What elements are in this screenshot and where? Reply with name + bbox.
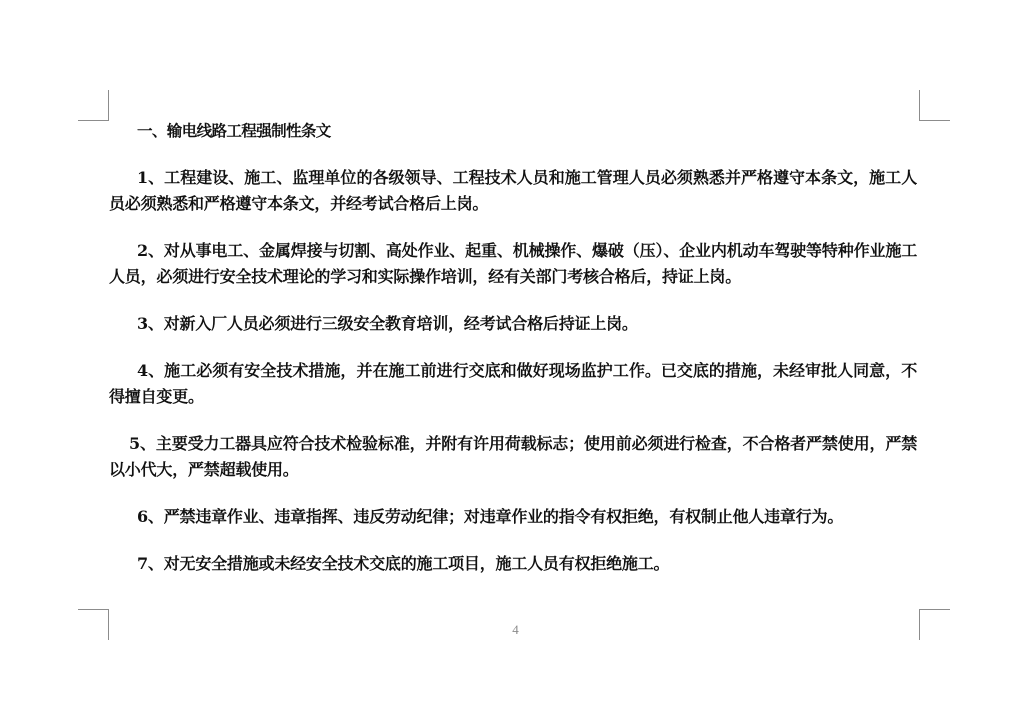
paragraph-3: 3、对新入厂人员必须进行三级安全教育培训，经考试合格后持证上岗。: [137, 314, 638, 333]
paragraph-4: 4、施工必须有安全技术措施，并在施工前进行交底和做好现场监护工作。已交底的措施，未经审批人同意，不得擅自变更。: [109, 361, 917, 406]
paragraph-2: 2、对从事电工、金属焊接与切割、高处作业、起重、机械操作、爆破（压）、企业内机动车驾驶等特种作业施工人员，必须进行安全技术理论的学习和实际操作培训，经有关部门考核合格后，持证上岗。: [109, 241, 917, 286]
section-heading: 一、输电线路工程强制性条文: [137, 121, 331, 140]
paragraph-1: 1、工程建设、施工、监理单位的各级领导、工程技术人员和施工管理人员必须熟悉并严格遵守本条文，施工人员必须熟悉和严格遵守本条文，并经考试合格后上岗。: [109, 168, 917, 213]
crop-mark-top-right: [919, 90, 950, 121]
crop-mark-top-left: [78, 90, 109, 121]
paragraph-5: 5、主要受力工器具应符合技术检验标准，并附有许用荷载标志；使用前必须进行检查，不合格者严禁使用，严禁以小代大，严禁超载使用。: [109, 434, 917, 479]
paragraph-6: 6、严禁违章作业、违章指挥、违反劳动纪律；对违章作业的指令有权拒绝，有权制止他人违章行为。: [137, 507, 844, 526]
document-body: [109, 118, 917, 598]
paragraph-7: 7、对无安全措施或未经安全技术交底的施工项目，施工人员有权拒绝施工。: [137, 554, 670, 573]
page-number: 4: [512, 622, 519, 637]
